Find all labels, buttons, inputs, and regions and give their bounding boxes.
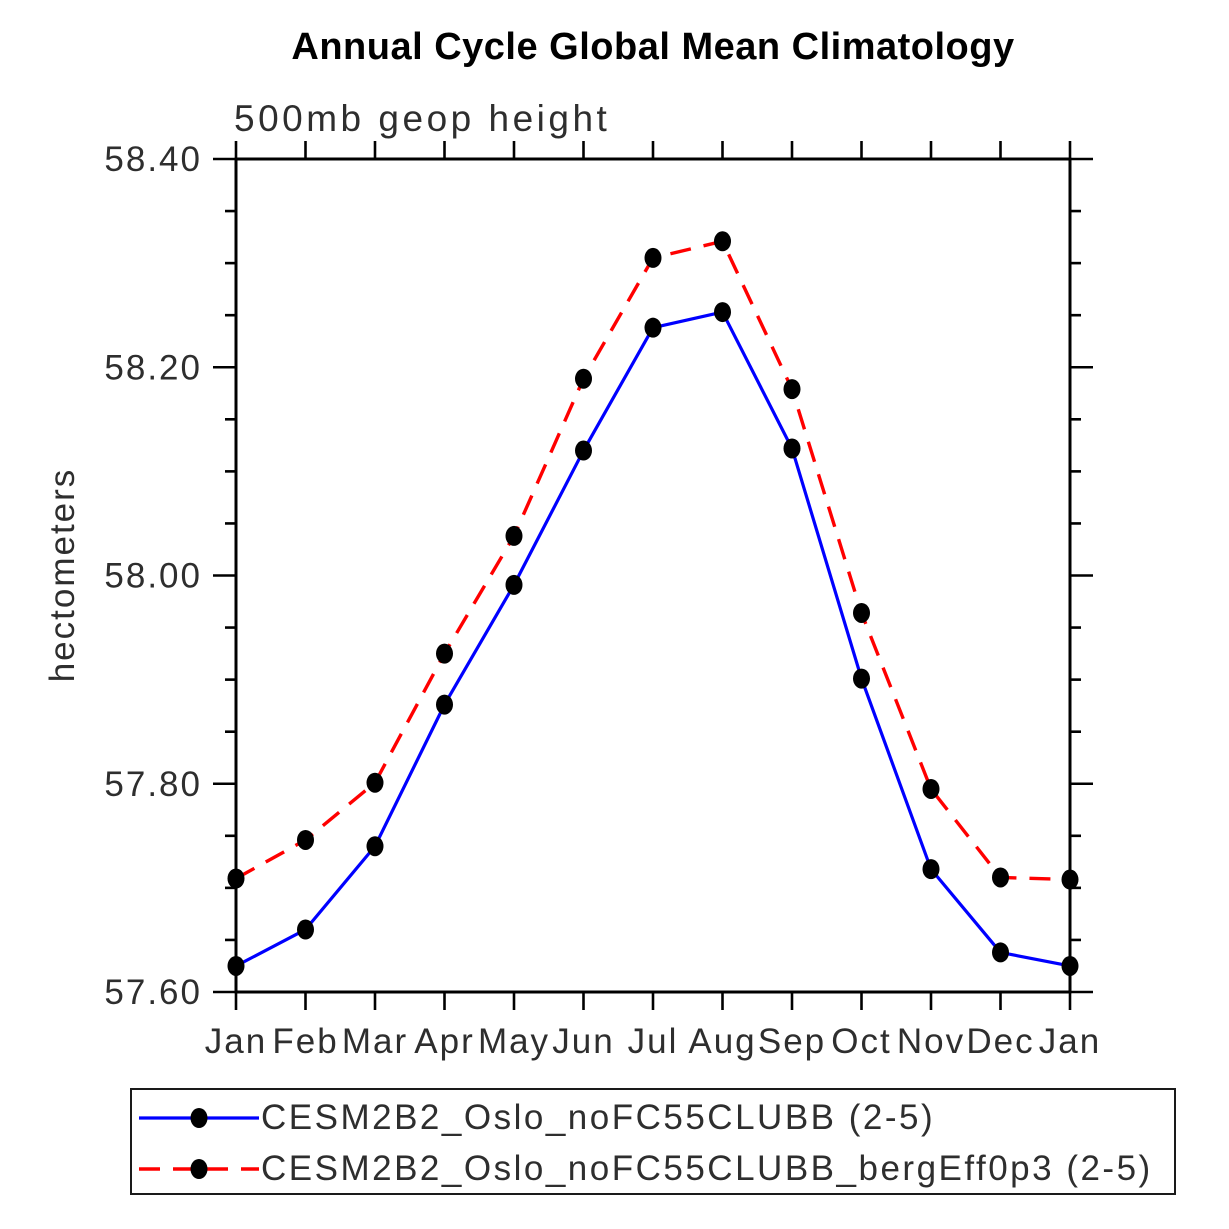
x-tick-label: Mar bbox=[341, 1022, 409, 1061]
y-tick-label: 57.60 bbox=[104, 973, 202, 1012]
series-line-1 bbox=[236, 312, 1070, 966]
data-point-marker-s2 bbox=[853, 603, 870, 623]
data-point-marker-s1 bbox=[297, 920, 314, 940]
data-point-marker-s1 bbox=[853, 669, 870, 689]
data-point-marker-s2 bbox=[506, 526, 523, 546]
x-tick-label: Jul bbox=[627, 1022, 679, 1061]
x-tick-label: Aug bbox=[688, 1022, 757, 1061]
legend-label-1: CESM2B2_Oslo_noFC55CLUBB (2-5) bbox=[261, 1098, 936, 1137]
x-tick-label: Oct bbox=[831, 1022, 892, 1061]
data-point-marker-s1 bbox=[1062, 956, 1079, 976]
data-point-marker-s2 bbox=[645, 248, 662, 268]
data-point-marker-s2 bbox=[992, 867, 1009, 887]
data-point-marker-s1 bbox=[228, 956, 245, 976]
y-axis-label: hectometers bbox=[43, 467, 82, 683]
legend-sample-dashed-line bbox=[135, 1147, 261, 1191]
x-tick-label: Feb bbox=[272, 1022, 339, 1061]
data-point-marker-s1 bbox=[923, 859, 940, 879]
legend-item-2 bbox=[135, 1147, 1153, 1191]
data-point-marker-s1 bbox=[506, 575, 523, 595]
chart-subtitle: 500mb geop height bbox=[234, 98, 611, 139]
data-point-marker-s2 bbox=[367, 773, 384, 793]
x-tick-label: Jun bbox=[552, 1022, 615, 1061]
data-point-marker-s2 bbox=[228, 869, 245, 889]
data-point-marker-s1 bbox=[645, 318, 662, 338]
data-point-marker-s2 bbox=[436, 644, 453, 664]
data-point-marker-s2 bbox=[297, 830, 314, 850]
legend-item-1 bbox=[135, 1096, 935, 1140]
x-tick-label: May bbox=[477, 1022, 551, 1061]
x-tick-label: Jan bbox=[1038, 1022, 1102, 1061]
y-tick-label: 57.80 bbox=[104, 764, 202, 804]
x-tick-label: Nov bbox=[896, 1022, 966, 1061]
data-point-marker-s1 bbox=[367, 836, 384, 856]
legend-label-2: CESM2B2_Oslo_noFC55CLUBB_bergEff0p3 (2-5) bbox=[261, 1149, 1153, 1188]
data-point-marker-s1 bbox=[436, 695, 453, 715]
legend-sample-solid-line bbox=[135, 1096, 261, 1140]
x-tick-label: Dec bbox=[966, 1022, 1035, 1061]
y-tick-label: 58.40 bbox=[104, 140, 202, 179]
data-point-marker-s1 bbox=[784, 438, 801, 458]
chart-title: Annual Cycle Global Mean Climatology bbox=[291, 26, 1015, 68]
data-point-marker-s2 bbox=[575, 369, 592, 389]
data-point-marker-s1 bbox=[575, 441, 592, 461]
data-point-marker-s2 bbox=[714, 231, 731, 251]
x-tick-label: Apr bbox=[414, 1022, 475, 1061]
y-tick-label: 58.20 bbox=[104, 348, 202, 388]
y-tick-label: 58.00 bbox=[104, 556, 202, 596]
legend bbox=[130, 1088, 1176, 1195]
x-tick-label: Jan bbox=[204, 1022, 268, 1061]
data-point-marker-s2 bbox=[784, 379, 801, 399]
x-tick-label: Sep bbox=[757, 1022, 827, 1061]
data-point-marker-s2 bbox=[1062, 870, 1079, 890]
plot-box bbox=[236, 159, 1070, 992]
data-point-marker-s1 bbox=[714, 302, 731, 322]
legend-marker-icon bbox=[191, 1159, 208, 1179]
legend-marker-icon bbox=[191, 1108, 208, 1128]
data-point-marker-s2 bbox=[923, 779, 940, 799]
data-point-marker-s1 bbox=[992, 942, 1009, 962]
